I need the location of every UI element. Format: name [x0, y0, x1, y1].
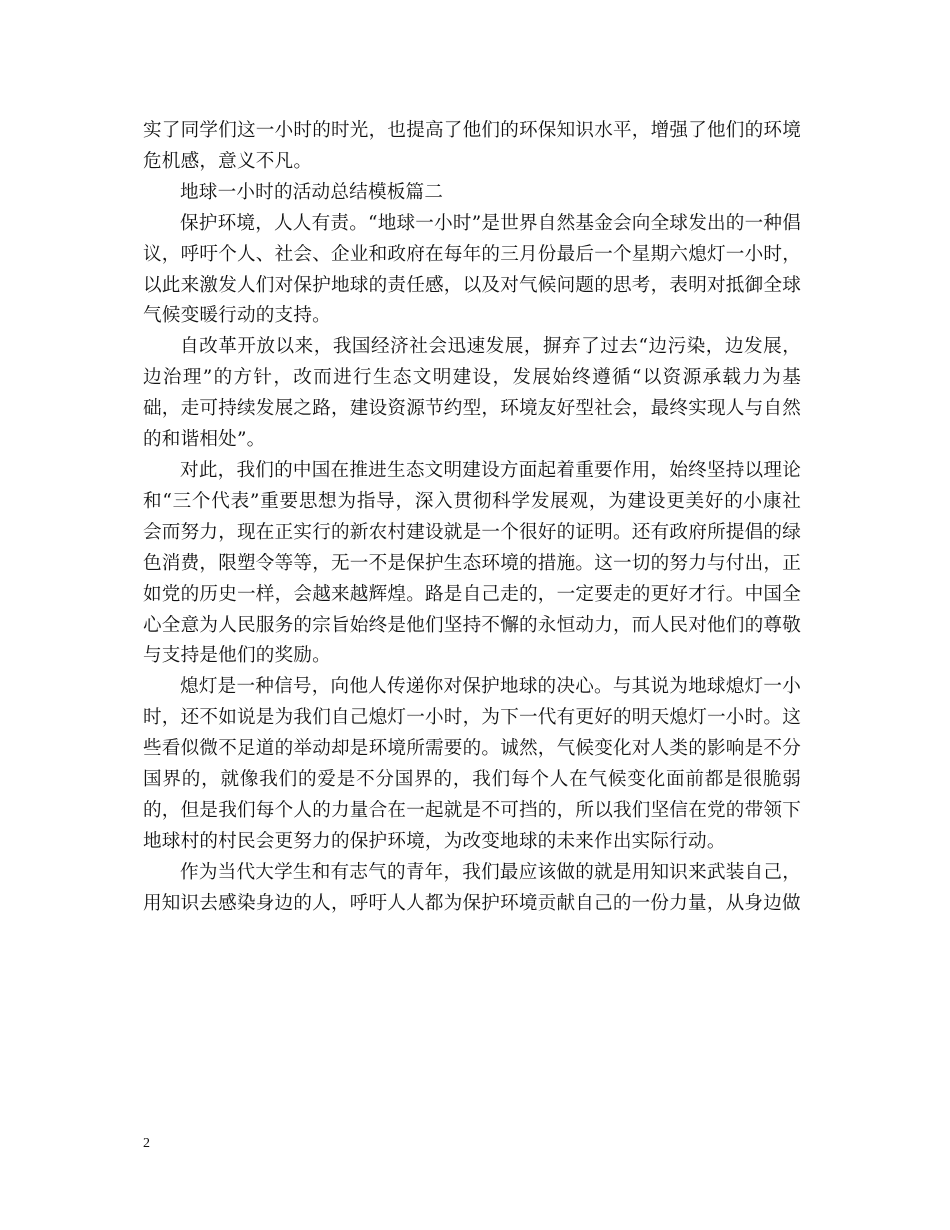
page-number: 2: [143, 1136, 150, 1151]
paragraph: 保护环境，人人有责。“地球一小时”是世界自然基金会向全球发出的一种倡议，呼吁个人、社会、企业和政府在每年的三月份最后一个星期六熄灯一小时，以此来激发人们对保护地球的责任感，以及对气候问题的思考，表明对抵御全球气候变暖行动的支持。: [143, 212, 801, 327]
paragraph: 作为当代大学生和有志气的青年，我们最应该做的就是用知识来武装自己，用知识去感染身边的人，呼吁人人都为保护环境贡献自己的一份力量，从身边做: [143, 861, 801, 914]
paragraph-continuation: 实了同学们这一小时的时光，也提高了他们的环保知识水平，增强了他们的环境危机感，意义不凡。: [143, 120, 801, 172]
paragraph: 熄灯是一种信号，向他人传递你对保护地球的决心。与其说为地球熄灯一小时，还不如说是为我们自己熄灯一小时，为下一代有更好的明天熄灯一小时。这些看似微不足道的举动却是环境所需要的。诚然，气候变化对人类的影响是不分国界的，就像我们的爱是不分国界的，我们每个人在气候变化面前都是很脆弱的，但是我们每个人的力量合在一起就是不可挡的，所以我们坚信在党的带领下地球村的村民会更努力的保护环境，为改变地球的未来作出实际行动。: [143, 676, 801, 852]
document-body: [143, 116, 801, 920]
paragraph: 对此，我们的中国在推进生态文明建设方面起着重要作用，始终坚持以理论和“三个代表”重要思想为指导，深入贯彻科学发展观，为建设更美好的小康社会而努力，现在正实行的新农村建设就是一个很好的证明。还有政府所提倡的绿色消费，限塑令等等，无一不是保护生态环境的措施。这一切的努力与付出，正如党的历史一样，会越来越辉煌。路是自己走的，一定要走的更好才行。中国全心全意为人民服务的宗旨始终是他们坚持不懈的永恒动力，而人民对他们的尊敬与支持是他们的奖励。: [143, 459, 801, 667]
paragraph: 自改革开放以来，我国经济社会迅速发展，摒弃了过去“边污染，边发展，边治理”的方针，改而进行生态文明建设，发展始终遵循“以资源承载力为基础，走可持续发展之路，建设资源节约型，环境友好型社会，最终实现人与自然的和谐相处”。: [143, 336, 801, 451]
section-heading: 地球一小时的活动总结模板篇二: [180, 181, 444, 203]
